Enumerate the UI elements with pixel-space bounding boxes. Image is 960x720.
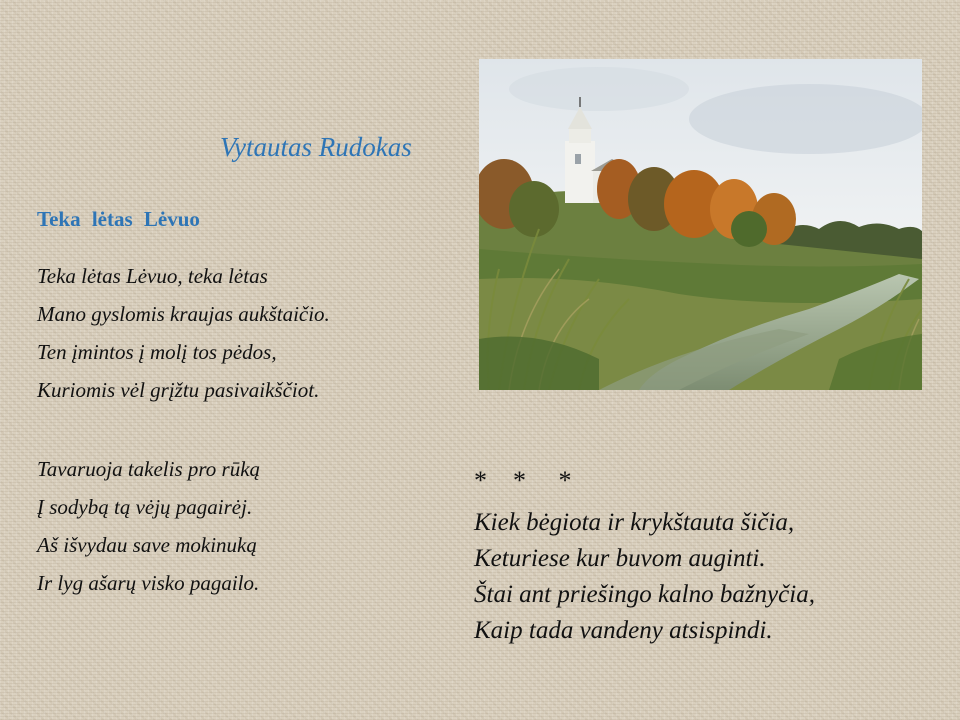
stanza-1 xyxy=(37,257,330,409)
stanza-3 xyxy=(474,505,815,649)
poem-line: Ir lyg ašarų visko pagailo. xyxy=(37,571,260,595)
poem-line: Teka lėtas Lėvuo, teka lėtas xyxy=(37,264,268,288)
poem-line: Kuriomis vėl grįžtu pasivaikščiot. xyxy=(37,378,320,402)
author-name: Vytautas Rudokas xyxy=(220,132,412,162)
poem-line: Ten įmintos į molį tos pėdos, xyxy=(37,340,277,364)
poem-line: Kiek bėgiota ir krykštauta šičia, xyxy=(474,509,795,536)
poem-line: Keturiese kur buvom auginti. xyxy=(474,545,766,572)
church-river-photo xyxy=(479,59,922,390)
landscape-image xyxy=(479,59,922,390)
stanza-2 xyxy=(37,450,260,602)
poem-line: Kaip tada vandeny atsispindi. xyxy=(474,617,773,644)
poem-title: Teka lėtas Lėvuo xyxy=(37,207,200,231)
poem-line: Aš išvydau save mokinuką xyxy=(37,533,257,557)
poem-line: Tavaruoja takelis pro rūką xyxy=(37,457,261,481)
poem-line: Į sodybą tą vėjų pagairėj. xyxy=(37,495,253,519)
poem-line: Mano gyslomis kraujas aukštaičio. xyxy=(37,302,330,326)
poem-line: Štai ant priešingo kalno bažnyčia, xyxy=(474,581,815,608)
section-separator: * * * xyxy=(474,466,572,495)
